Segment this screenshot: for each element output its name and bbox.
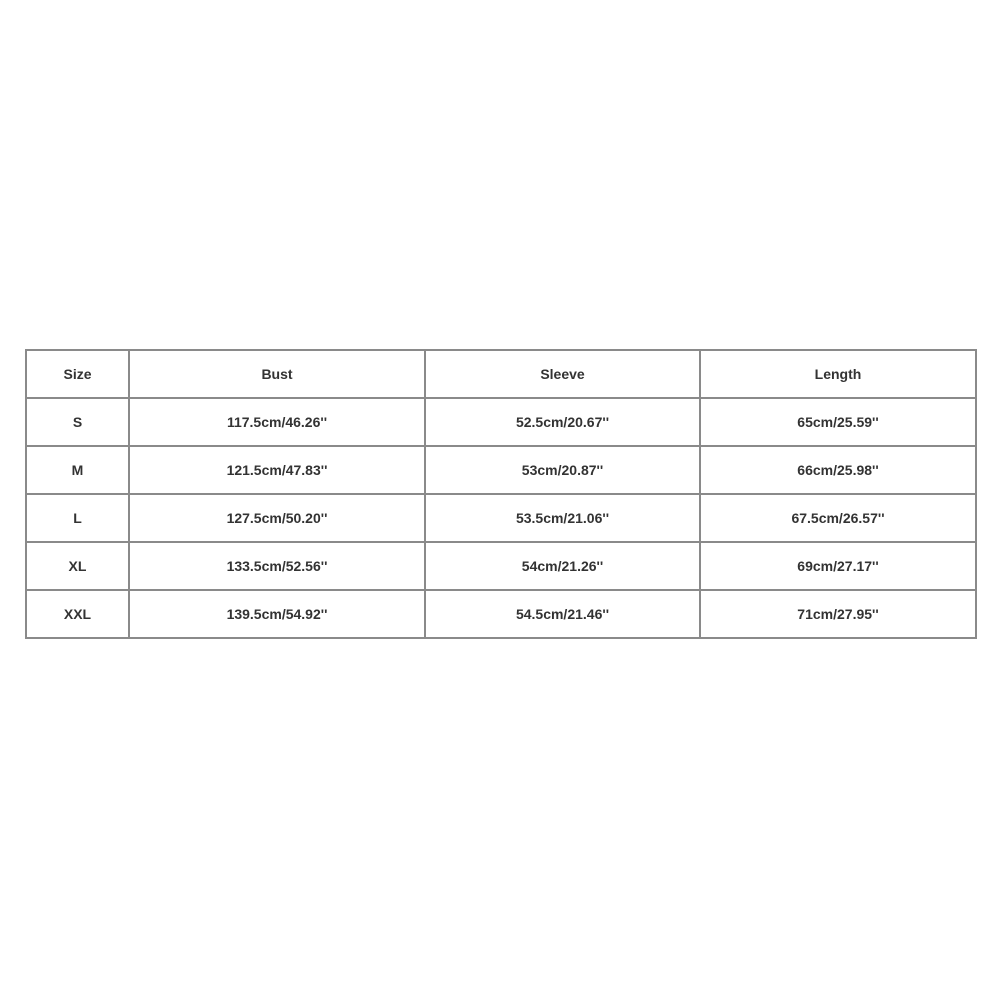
sleeve-cell: 52.5cm/20.67'' (425, 398, 700, 446)
header-size: Size (26, 350, 129, 398)
table-header-row (26, 350, 976, 398)
bust-cell: 117.5cm/46.26'' (129, 398, 425, 446)
header-sleeve: Sleeve (425, 350, 700, 398)
size-cell: XXL (26, 590, 129, 638)
bust-cell: 139.5cm/54.92'' (129, 590, 425, 638)
sleeve-cell: 53.5cm/21.06'' (425, 494, 700, 542)
size-cell: M (26, 446, 129, 494)
sleeve-cell: 54cm/21.26'' (425, 542, 700, 590)
header-bust: Bust (129, 350, 425, 398)
bust-cell: 121.5cm/47.83'' (129, 446, 425, 494)
sleeve-cell: 54.5cm/21.46'' (425, 590, 700, 638)
table-row (26, 398, 976, 446)
length-cell: 65cm/25.59'' (700, 398, 976, 446)
size-chart-table (25, 349, 977, 639)
length-cell: 71cm/27.95'' (700, 590, 976, 638)
sleeve-cell: 53cm/20.87'' (425, 446, 700, 494)
table-row (26, 446, 976, 494)
length-cell: 66cm/25.98'' (700, 446, 976, 494)
header-length: Length (700, 350, 976, 398)
size-cell: S (26, 398, 129, 446)
table-row (26, 590, 976, 638)
bust-cell: 133.5cm/52.56'' (129, 542, 425, 590)
size-cell: XL (26, 542, 129, 590)
bust-cell: 127.5cm/50.20'' (129, 494, 425, 542)
length-cell: 69cm/27.17'' (700, 542, 976, 590)
table-row (26, 542, 976, 590)
table-row (26, 494, 976, 542)
size-cell: L (26, 494, 129, 542)
length-cell: 67.5cm/26.57'' (700, 494, 976, 542)
